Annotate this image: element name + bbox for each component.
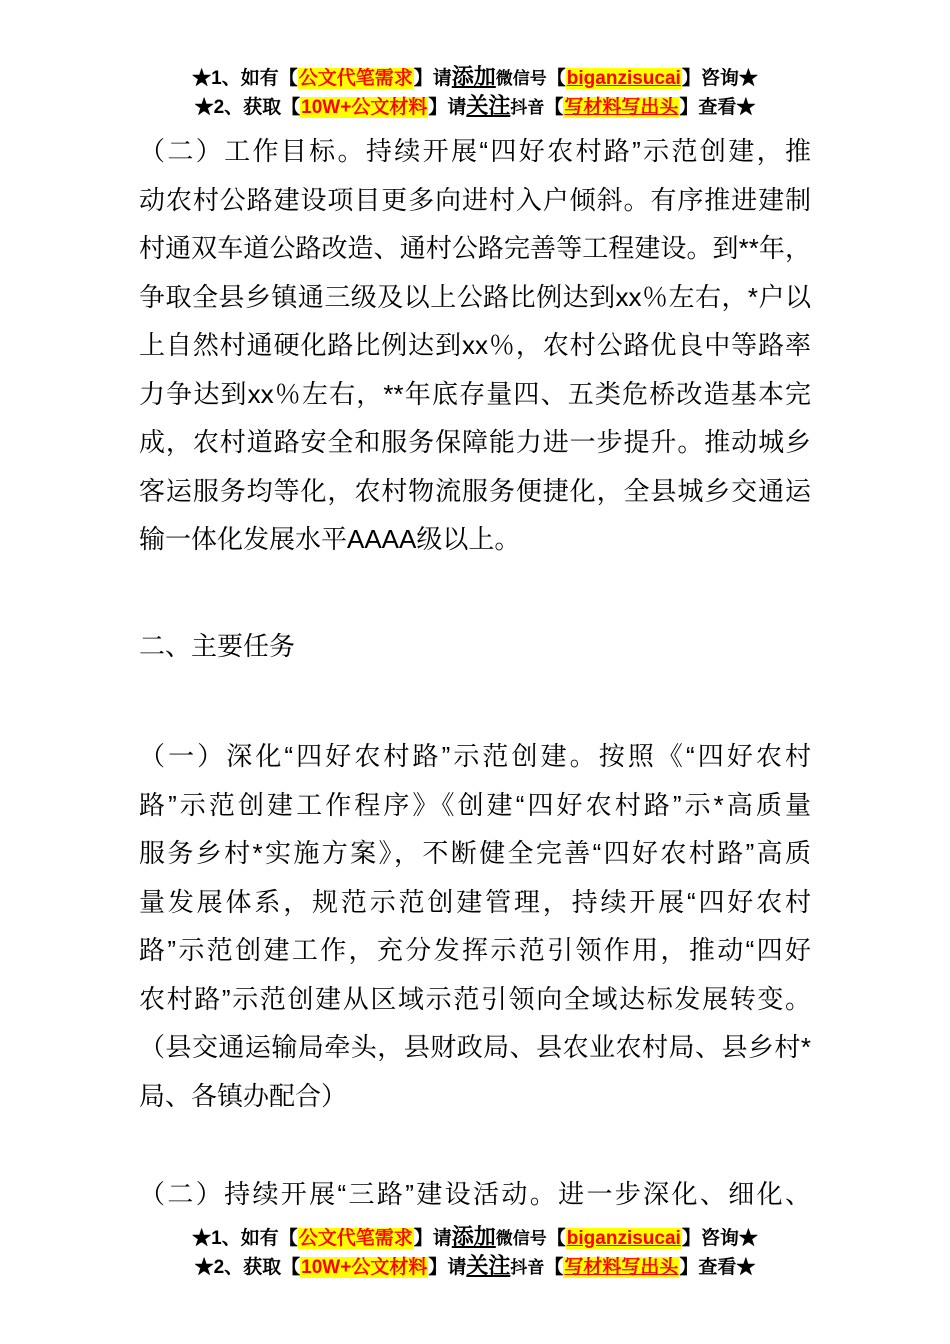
- promo-bracket: 【: [546, 68, 566, 89]
- text-line: （县交通运输局牵头，县财政局、县农业农村局、县乡村*: [139, 1032, 811, 1062]
- promo-prefix: ★2、获取【: [194, 1256, 301, 1278]
- promo-small-text: 微信号: [495, 1228, 547, 1248]
- text-line: （二）持续开展“三路”建设活动。进一步深化、细化、: [139, 1179, 811, 1209]
- highlighted-account-name: biganzisucai: [566, 68, 681, 89]
- highlighted-keyword: 公文代笔需求: [298, 68, 413, 89]
- promo-prefix: ★1、如有【: [192, 68, 298, 89]
- promo-suffix: 】查看★: [679, 97, 756, 118]
- text-line: 路”示范创建工作程序》《创建“四好农村路”示*高质量: [139, 789, 811, 820]
- promo-small-text: 抖音: [510, 1257, 545, 1277]
- promo-prefix: ★1、如有【: [192, 1227, 298, 1249]
- promo-banner-top: [0, 0, 950, 121]
- highlighted-account-name: 写材料写出头: [564, 1256, 679, 1278]
- promo-line-2: [0, 1252, 950, 1281]
- text-line: 力争达到xx％左右，**年底存量四、五类危桥改造基本完: [139, 378, 811, 409]
- text-line: 量发展体系，规范示范创建管理，持续开展“四好农村: [139, 886, 811, 917]
- promo-suffix: 】咨询★: [681, 68, 758, 89]
- highlighted-account-name: biganzisucai: [566, 1227, 681, 1249]
- text-line: 村通双车道公路改造、通村公路完善等工程建设。到**年，: [139, 233, 811, 263]
- promo-text: 】请: [428, 1256, 467, 1278]
- text-line: 服务乡村*实施方案》，不断健全完善“四好农村路”高质: [139, 838, 811, 868]
- emphasized-word: 添加: [451, 1223, 496, 1249]
- promo-small-text: 微信号: [495, 69, 547, 88]
- text-line: （一）深化“四好农村路”示范创建。按照《“四好农村: [139, 741, 811, 771]
- text-line: 输一体化发展水平AAAA级以上。: [139, 524, 521, 554]
- highlighted-keyword: 公文代笔需求: [298, 1227, 413, 1249]
- highlighted-keyword: 10W+公文材料: [301, 1256, 428, 1278]
- promo-text: 】请: [413, 1227, 452, 1249]
- paragraph-demonstration-creation: [139, 732, 811, 1120]
- promo-text: 】请: [428, 97, 467, 118]
- text-line: 局、各镇办配合）: [139, 1080, 348, 1111]
- text-line: 农村路”示范创建从区域示范引领向全域达标发展转变。: [139, 983, 811, 1014]
- highlighted-account-name: 写材料写出头: [564, 97, 679, 118]
- emphasized-word: 添加: [451, 64, 496, 89]
- promo-bracket: 【: [544, 97, 564, 118]
- text-line: 成，农村道路安全和服务保障能力进一步提升。推动城乡: [139, 427, 811, 457]
- paragraph-three-roads: [139, 1170, 811, 1219]
- text-line: 上自然村通硬化路比例达到xx％，农村公路优良中等路率: [139, 330, 811, 360]
- promo-line-1: [0, 63, 950, 92]
- paragraph-work-goals: [139, 127, 811, 564]
- promo-small-text: 抖音: [510, 98, 545, 117]
- text-line: 争取全县乡镇通三级及以上公路比例达到xx％左右，*户以: [139, 281, 811, 312]
- section-heading: 二、主要任务: [139, 630, 296, 661]
- emphasized-word: 关注: [466, 1252, 511, 1278]
- document-content: [139, 127, 811, 1219]
- text-line: （二）工作目标。持续开展“四好农村路”示范创建，推: [139, 136, 811, 166]
- promo-suffix: 】查看★: [679, 1256, 756, 1278]
- promo-line-2: [0, 92, 950, 121]
- promo-suffix: 】咨询★: [681, 1227, 758, 1249]
- promo-prefix: ★2、获取【: [194, 97, 301, 118]
- highlighted-keyword: 10W+公文材料: [301, 97, 428, 118]
- promo-line-1: [0, 1223, 950, 1252]
- text-line: 路”示范创建工作，充分发挥示范引领作用，推动“四好: [139, 935, 811, 965]
- text-line: 客运服务均等化，农村物流服务便捷化，全县城乡交通运: [139, 475, 811, 506]
- emphasized-word: 关注: [466, 93, 511, 118]
- promo-bracket: 【: [544, 1256, 564, 1278]
- promo-banner-bottom: [0, 1223, 950, 1281]
- promo-bracket: 【: [546, 1227, 566, 1249]
- promo-text: 】请: [413, 68, 452, 89]
- text-line: 动农村公路建设项目更多向进村入户倾斜。有序推进建制: [139, 184, 811, 215]
